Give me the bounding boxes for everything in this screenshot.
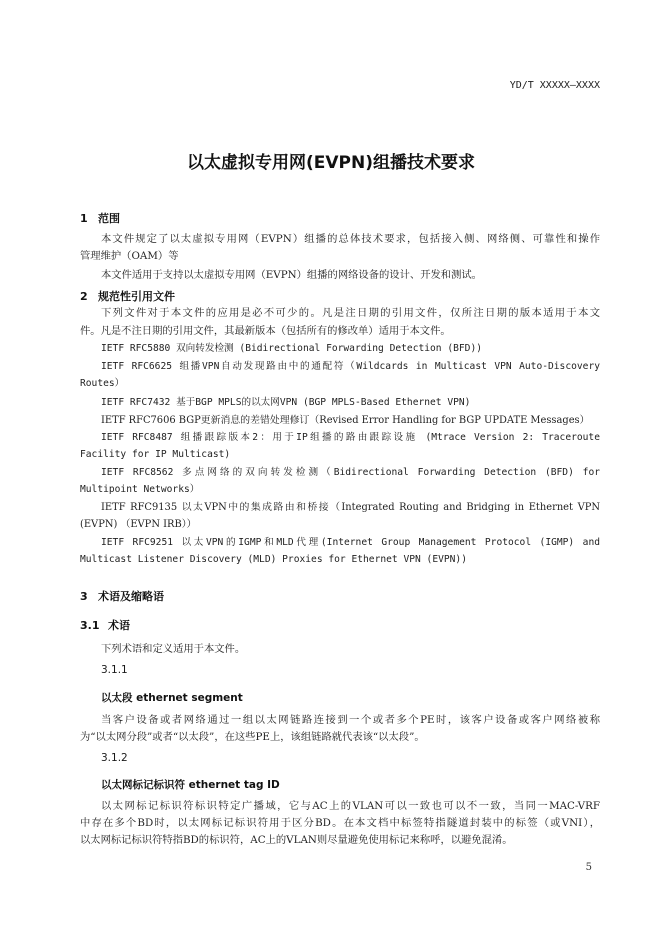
section-title: 范围 <box>98 212 120 225</box>
paragraph: 件。凡是不注日期的引用文件，其最新版本（包括所有的修改单）适用于本文件。 <box>80 325 451 337</box>
subsection-3-1-heading <box>80 617 130 633</box>
section-1-heading <box>80 210 120 226</box>
page-number: 5 <box>585 862 592 873</box>
document-id: YD/T XXXXX—XXXX <box>509 80 600 91</box>
term-definition: 中存在多个BD时，以太网标记标识符用于区分BD。在本文档中标签特指隧道封装中的标签（或VNI）， <box>80 817 600 829</box>
reference-item: IETF RFC8562 多点网络的双向转发检测（Bidirectional Forwarding Detection (BFD) for <box>101 467 600 478</box>
subsection-title: 术语 <box>108 619 130 632</box>
reference-item: Facility for IP Multicast) <box>80 449 231 460</box>
section-number: 2 <box>80 290 88 303</box>
section-3-heading <box>80 588 164 604</box>
reference-item: IETF RFC7606 BGP更新消息的差错处理修订（Revised Error Handling for BGP UPDATE Messages） <box>101 415 590 426</box>
paragraph: 下列文件对于本文件的应用是必不可少的。凡是注日期的引用文件，仅所注日期的版本适用于本文 <box>101 307 600 319</box>
paragraph: 下列术语和定义适用于本文件。 <box>101 643 246 655</box>
reference-item: IETF RFC8487 组播跟踪版本2：用于IP组播的路由跟踪设施 (Mtrace Version 2: Traceroute <box>101 432 600 443</box>
reference-item: IETF RFC9135 以太VPN中的集成路由和桥接（Integrated Routing and Bridging in Ethernet VPN <box>101 502 600 513</box>
term-heading: 以太网标记标识符 ethernet tag ID <box>101 779 280 791</box>
paragraph: 本文件适用于支持以太虚拟专用网（EVPN）组播的网络设备的设计、开发和测试。 <box>101 269 482 281</box>
reference-item: IETF RFC6625 组播VPN自动发现路由中的通配符（Wildcards in Multicast VPN Auto-Discovery <box>101 361 600 372</box>
subsection-number: 3.1 <box>80 619 100 632</box>
term-number: 3.1.2 <box>101 752 128 764</box>
reference-item: Multipoint Networks） <box>80 484 200 495</box>
section-title: 术语及缩略语 <box>98 590 164 603</box>
reference-item: (EVPN) （EVPN IRB）） <box>80 519 197 530</box>
reference-item: IETF RFC9251 以太VPN的IGMP和MLD代理(Internet Group Management Protocol (IGMP) and <box>101 537 600 548</box>
term-number: 3.1.1 <box>101 664 128 676</box>
paragraph: 本文件规定了以太虚拟专用网（EVPN）组播的总体技术要求，包括接入侧、网络侧、可靠性和操作 <box>101 233 600 245</box>
section-title: 规范性引用文件 <box>98 290 175 303</box>
reference-item: Multicast Listener Discovery (MLD) Proxies for Ethernet VPN (EVPN)) <box>80 554 467 565</box>
reference-item: IETF RFC5880 双向转发检测 (Bidirectional Forwarding Detection (BFD)) <box>101 343 483 354</box>
section-number: 3 <box>80 590 88 603</box>
reference-item: Routes） <box>80 378 125 389</box>
term-heading: 以太段 ethernet segment <box>101 692 243 704</box>
document-title: 以太虚拟专用网(EVPN)组播技术要求 <box>187 153 475 173</box>
reference-item: IETF RFC7432 基于BGP MPLS的以太网VPN (BGP MPLS-Based Ethernet VPN) <box>101 397 471 408</box>
paragraph: 管理维护（OAM）等 <box>80 250 179 262</box>
section-number: 1 <box>80 212 88 225</box>
term-definition: 以太网标记标识符标识特定广播域，它与AC上的VLAN可以一致也可以不一致，当同一MAC-VRF <box>101 800 600 812</box>
term-definition: 当客户设备或者网络通过一组以太网链路连接到一个或者多个PE时，该客户设备或客户网络被称 <box>101 714 600 726</box>
term-definition: 为“以太网分段”或者“以太段”，在这些PE上，该组链路就代表该“以太段”。 <box>80 731 425 743</box>
section-2-heading <box>80 288 175 304</box>
term-definition: 以太网标记标识符特指BD的标识符，AC上的VLAN则尽量避免使用标记来称呼，以避免混淆。 <box>80 834 513 846</box>
